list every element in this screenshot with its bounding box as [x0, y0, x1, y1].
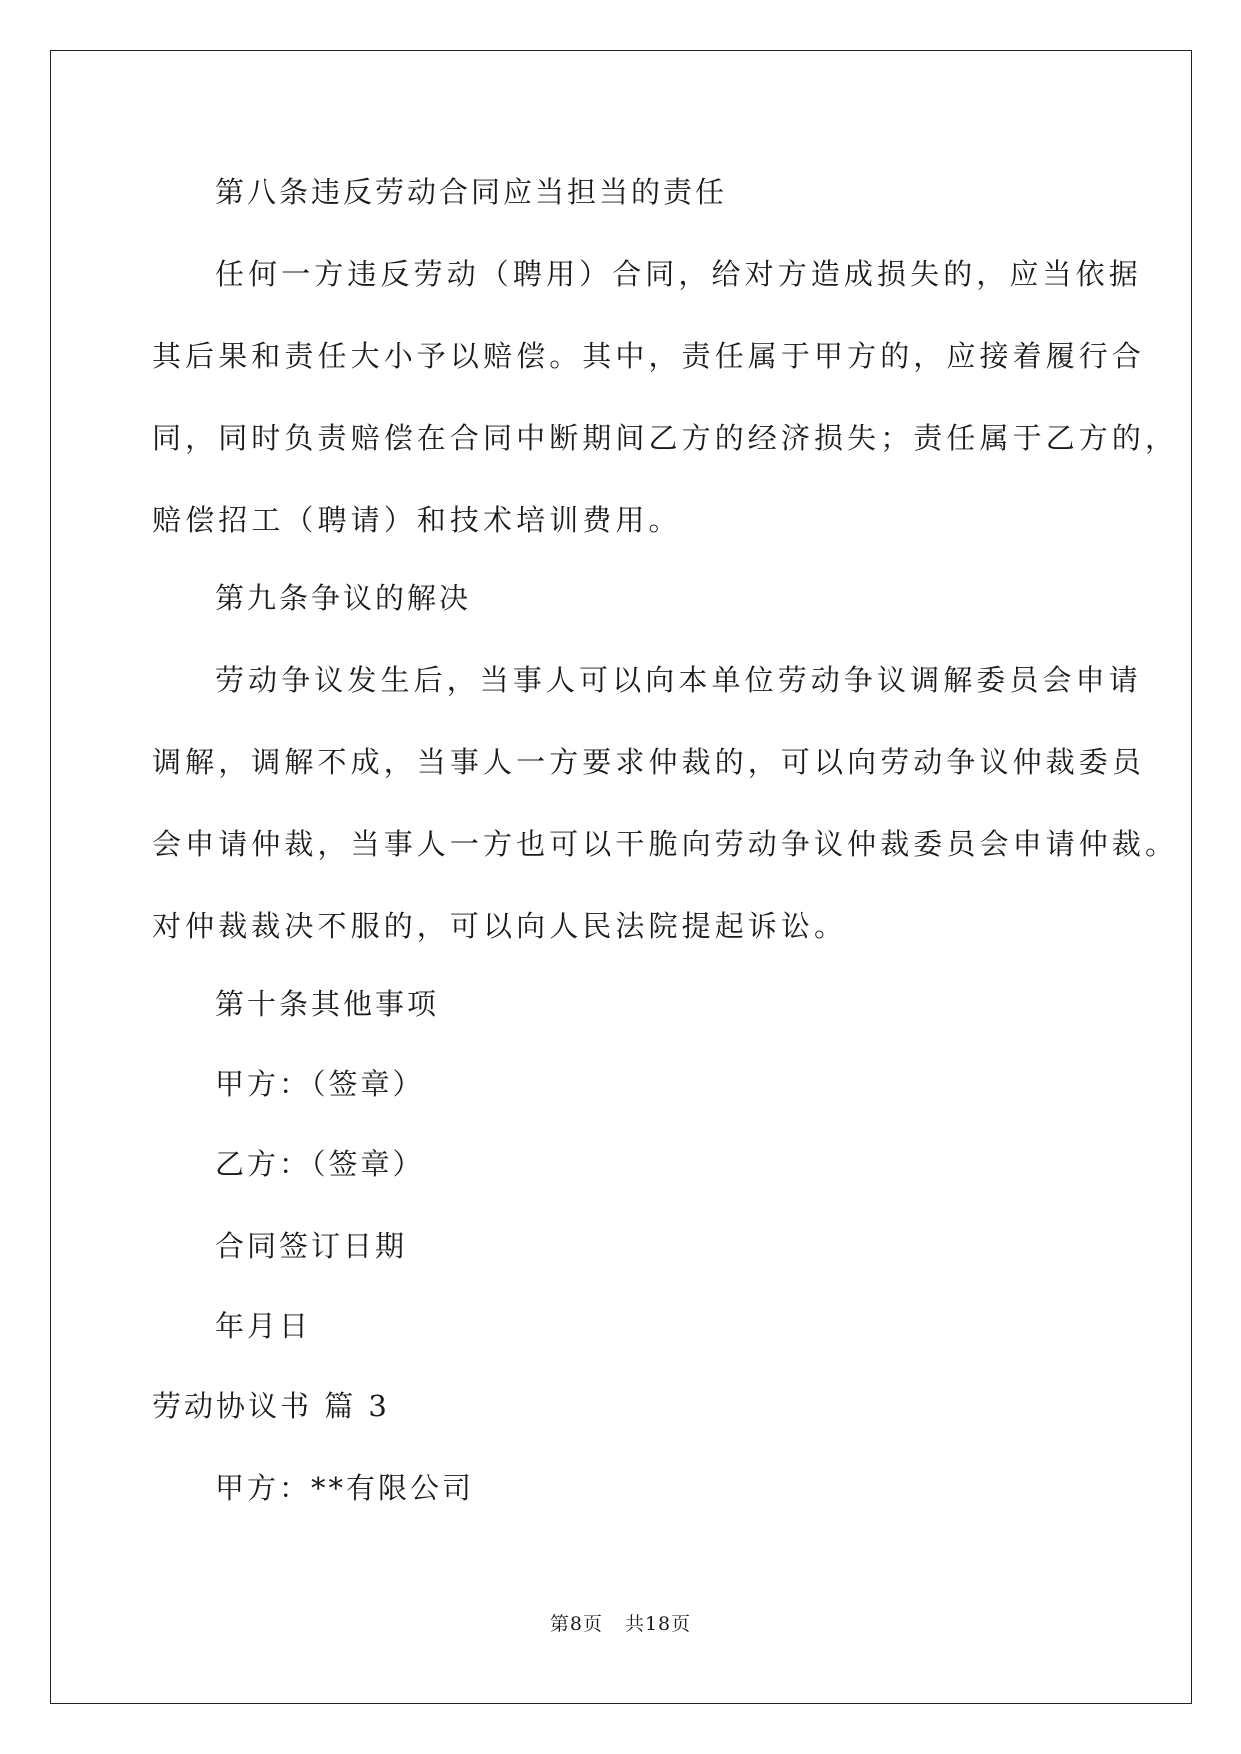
paragraph-line: 同，同时负责赔偿在合同中断期间乙方的经济损失；责任属于乙方的，: [152, 421, 1179, 455]
page-border: [50, 50, 1192, 1704]
page-number-current: 第8页: [549, 1613, 603, 1635]
contract-date-label: 合同签订日期: [215, 1229, 408, 1263]
article-10-heading: 第十条其他事项: [215, 987, 440, 1021]
paragraph-line: 对仲裁裁决不服的，可以向人民法院提起诉讼。: [152, 909, 848, 943]
party-a-name: 甲方：**有限公司: [215, 1471, 475, 1505]
party-a-signature: 甲方：（签章）: [215, 1067, 425, 1101]
party-b-signature: 乙方：（签章）: [215, 1147, 425, 1181]
paragraph-line: 其后果和责任大小予以赔偿。其中，责任属于甲方的，应接着履行合: [152, 339, 1146, 373]
paragraph-line: 调解，调解不成，当事人一方要求仲裁的，可以向劳动争议仲裁委员: [152, 745, 1146, 779]
article-8-heading: 第八条违反劳动合同应当担当的责任: [215, 175, 728, 209]
paragraph-line: 赔偿招工（聘请）和技术培训费用。: [152, 503, 682, 537]
paragraph-line: 任何一方违反劳动（聘用）合同，给对方造成损失的，应当依据: [215, 257, 1142, 291]
section-title: 劳动协议书 篇 3: [152, 1389, 390, 1423]
page-footer: [0, 1612, 1241, 1636]
date-placeholder: 年月日: [215, 1309, 312, 1343]
article-9-heading: 第九条争议的解决: [215, 581, 472, 615]
page-number-total: 共18页: [624, 1613, 692, 1635]
paragraph-line: 会申请仲裁，当事人一方也可以干脆向劳动争议仲裁委员会申请仲裁。: [152, 827, 1179, 861]
paragraph-line: 劳动争议发生后，当事人可以向本单位劳动争议调解委员会申请: [215, 663, 1142, 697]
